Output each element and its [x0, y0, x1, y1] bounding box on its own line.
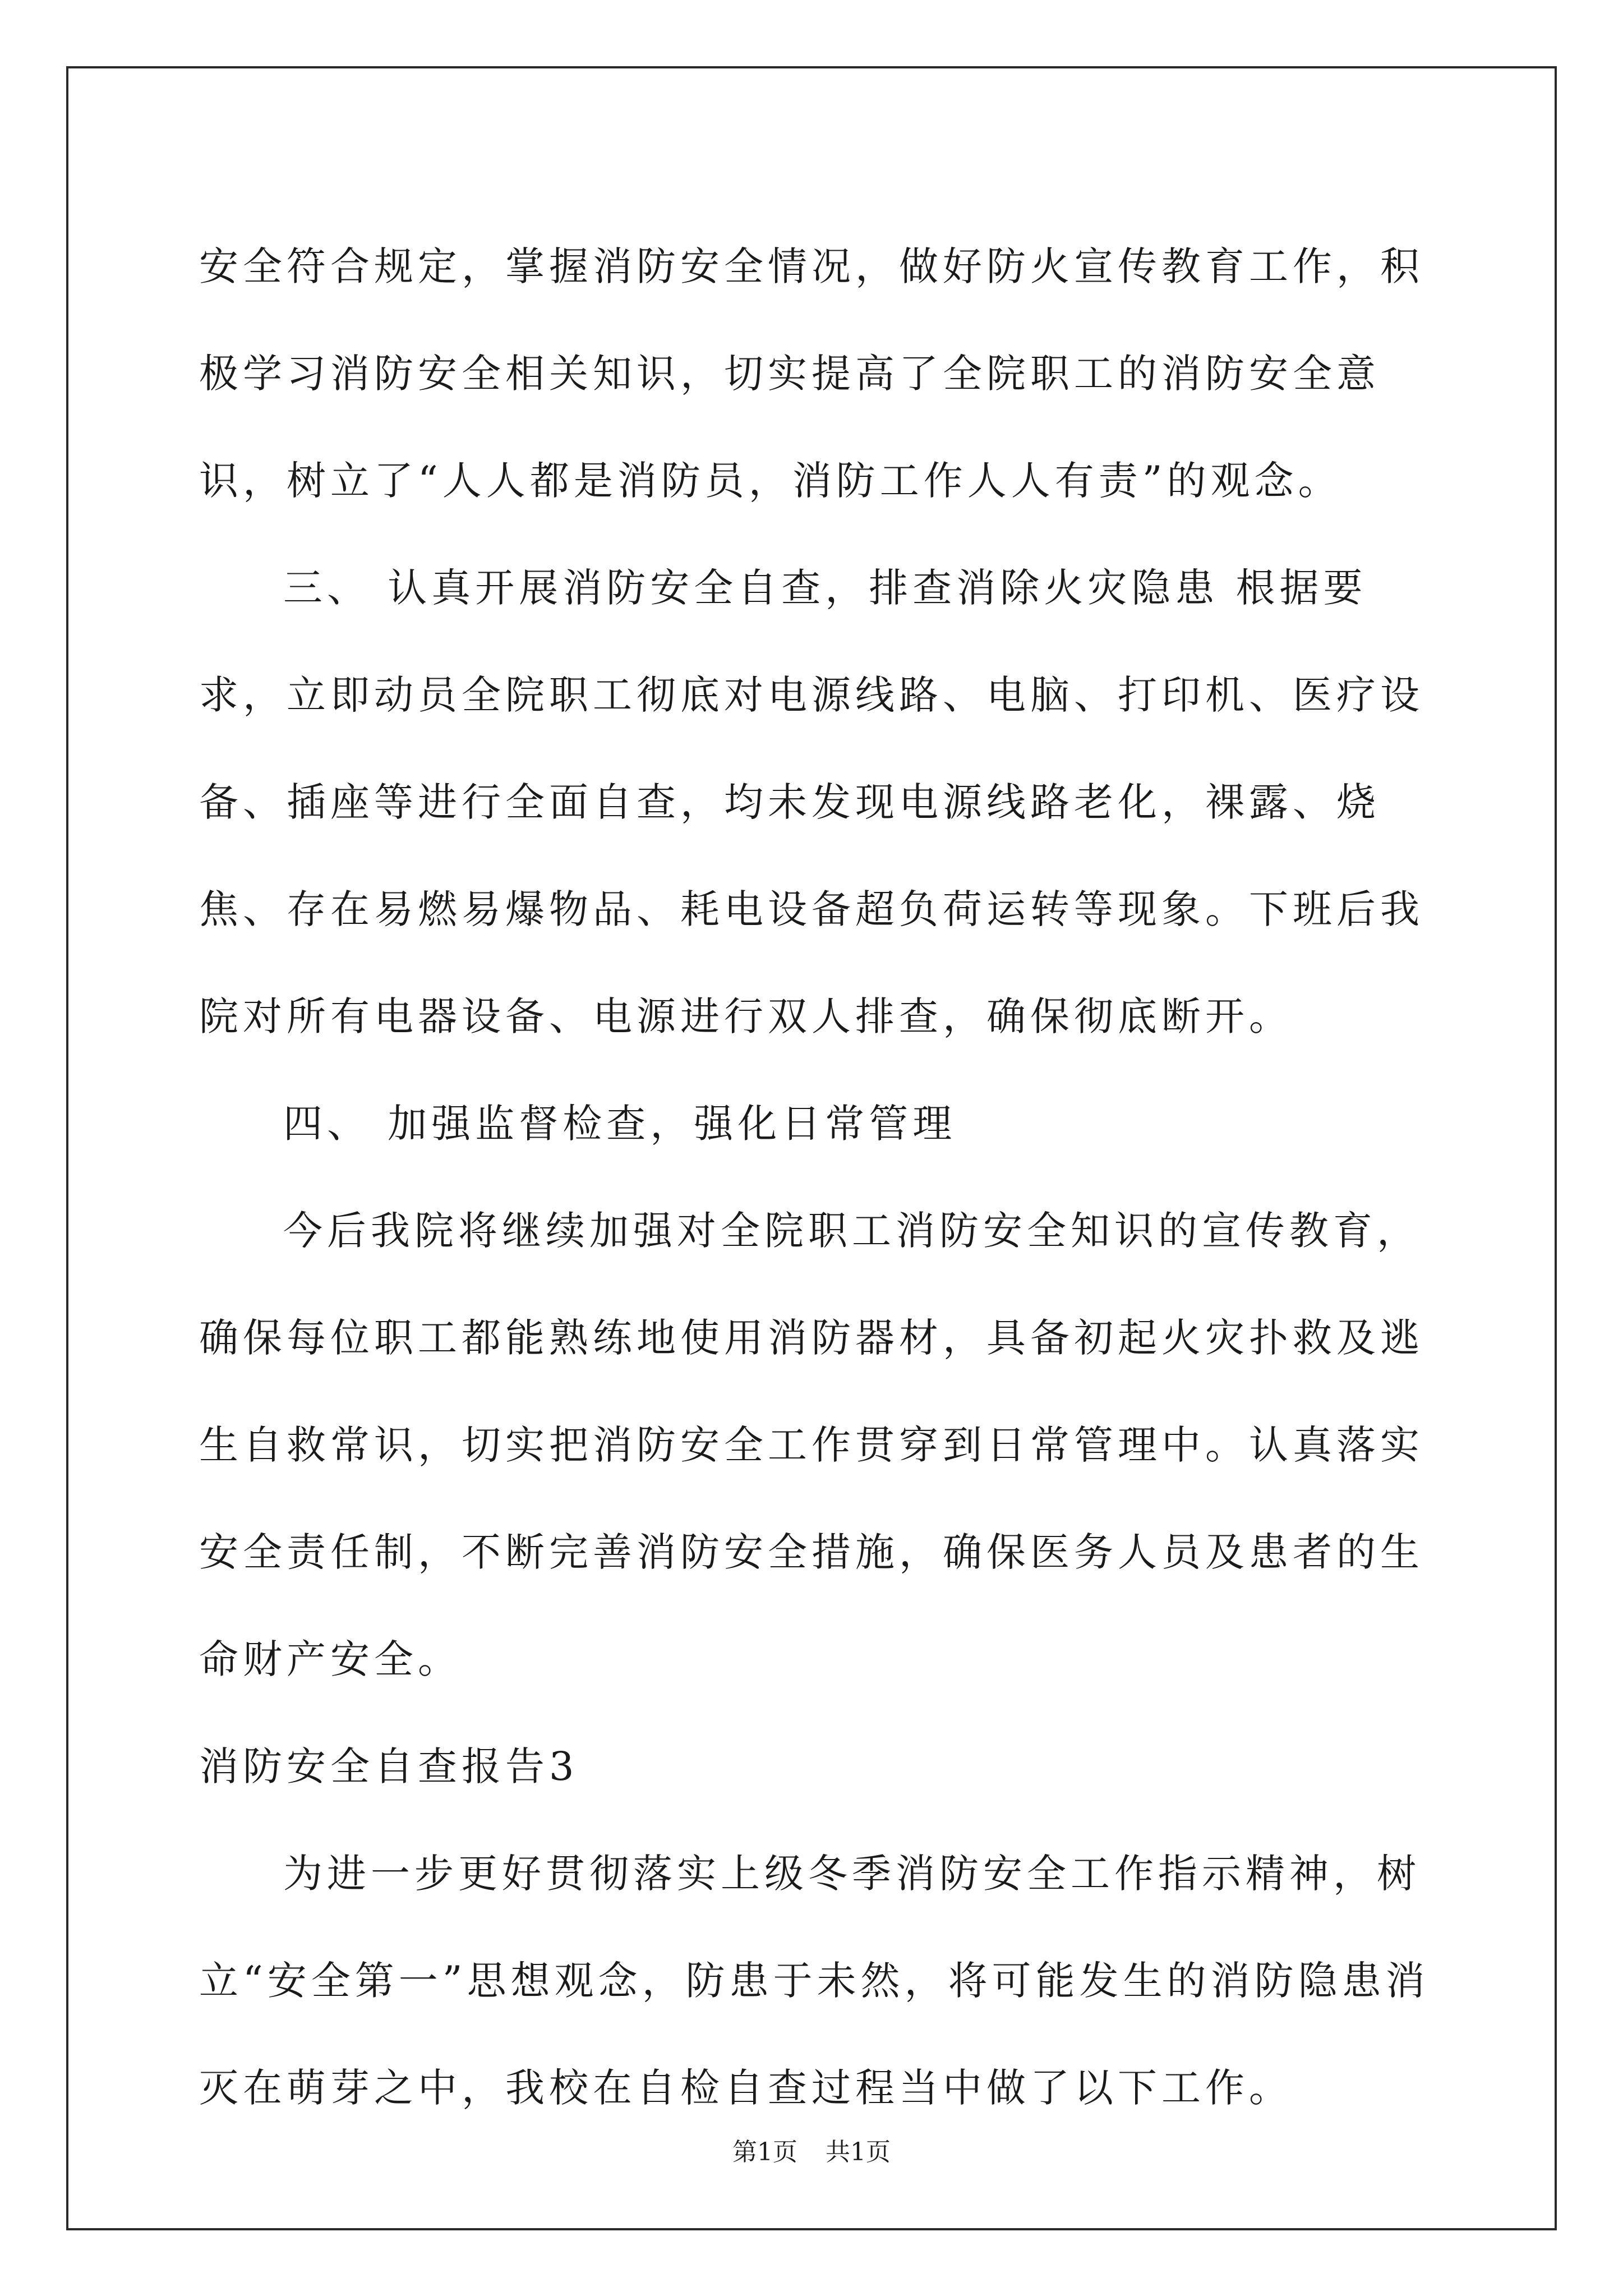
paragraph-continuation: 安全符合规定，掌握消防安全情况，做好防火宣传教育工作，积极学习消防安全相关知识，切实提高了全院职工的消防安全意识，树立了“人人都是消防员，消防工作人人有责”的观念。	[199, 243, 1424, 504]
paragraph-future-plan: 今后我院将继续加强对全院职工消防安全知识的宣传教育，确保每位职工都能熟练地使用消防器材，具备初起火灾扑救及逃生自救常识，切实把消防安全工作贯穿到日常管理中。认真落实安全责任制，不断完善消防安全措施，确保医务人员及患者的生命财产安全。	[199, 1208, 1424, 1682]
page-number: 第1页	[732, 2138, 797, 2166]
section-four-heading: 四、 加强监督检查，强化日常管理	[283, 1101, 957, 1147]
page-total: 共1页	[826, 2138, 891, 2166]
paragraph-section-three: 三、 认真开展消防安全自查，排查消除火灾隐患 根据要求，立即动员全院职工彻底对电源线路、电脑、打印机、医疗设备、插座等进行全面自查，均未发现电源线路老化，裸露、烧焦、存在易燃易爆物品、耗电设备超负荷运转等现象。下班后我院对所有电器设备、电源进行双人排查，确保彻底断开。	[199, 565, 1424, 1039]
page-footer	[0, 2132, 1623, 2168]
document-body	[199, 213, 1433, 2142]
report-title: 消防安全自查报告3	[199, 1743, 579, 1789]
paragraph-report-intro: 为进一步更好贯彻落实上级冬季消防安全工作指示精神，树立“安全第一”思想观念，防患于未然，将可能发生的消防隐患消灭在萌芽之中，我校在自检自查过程当中做了以下工作。	[199, 1851, 1430, 2111]
